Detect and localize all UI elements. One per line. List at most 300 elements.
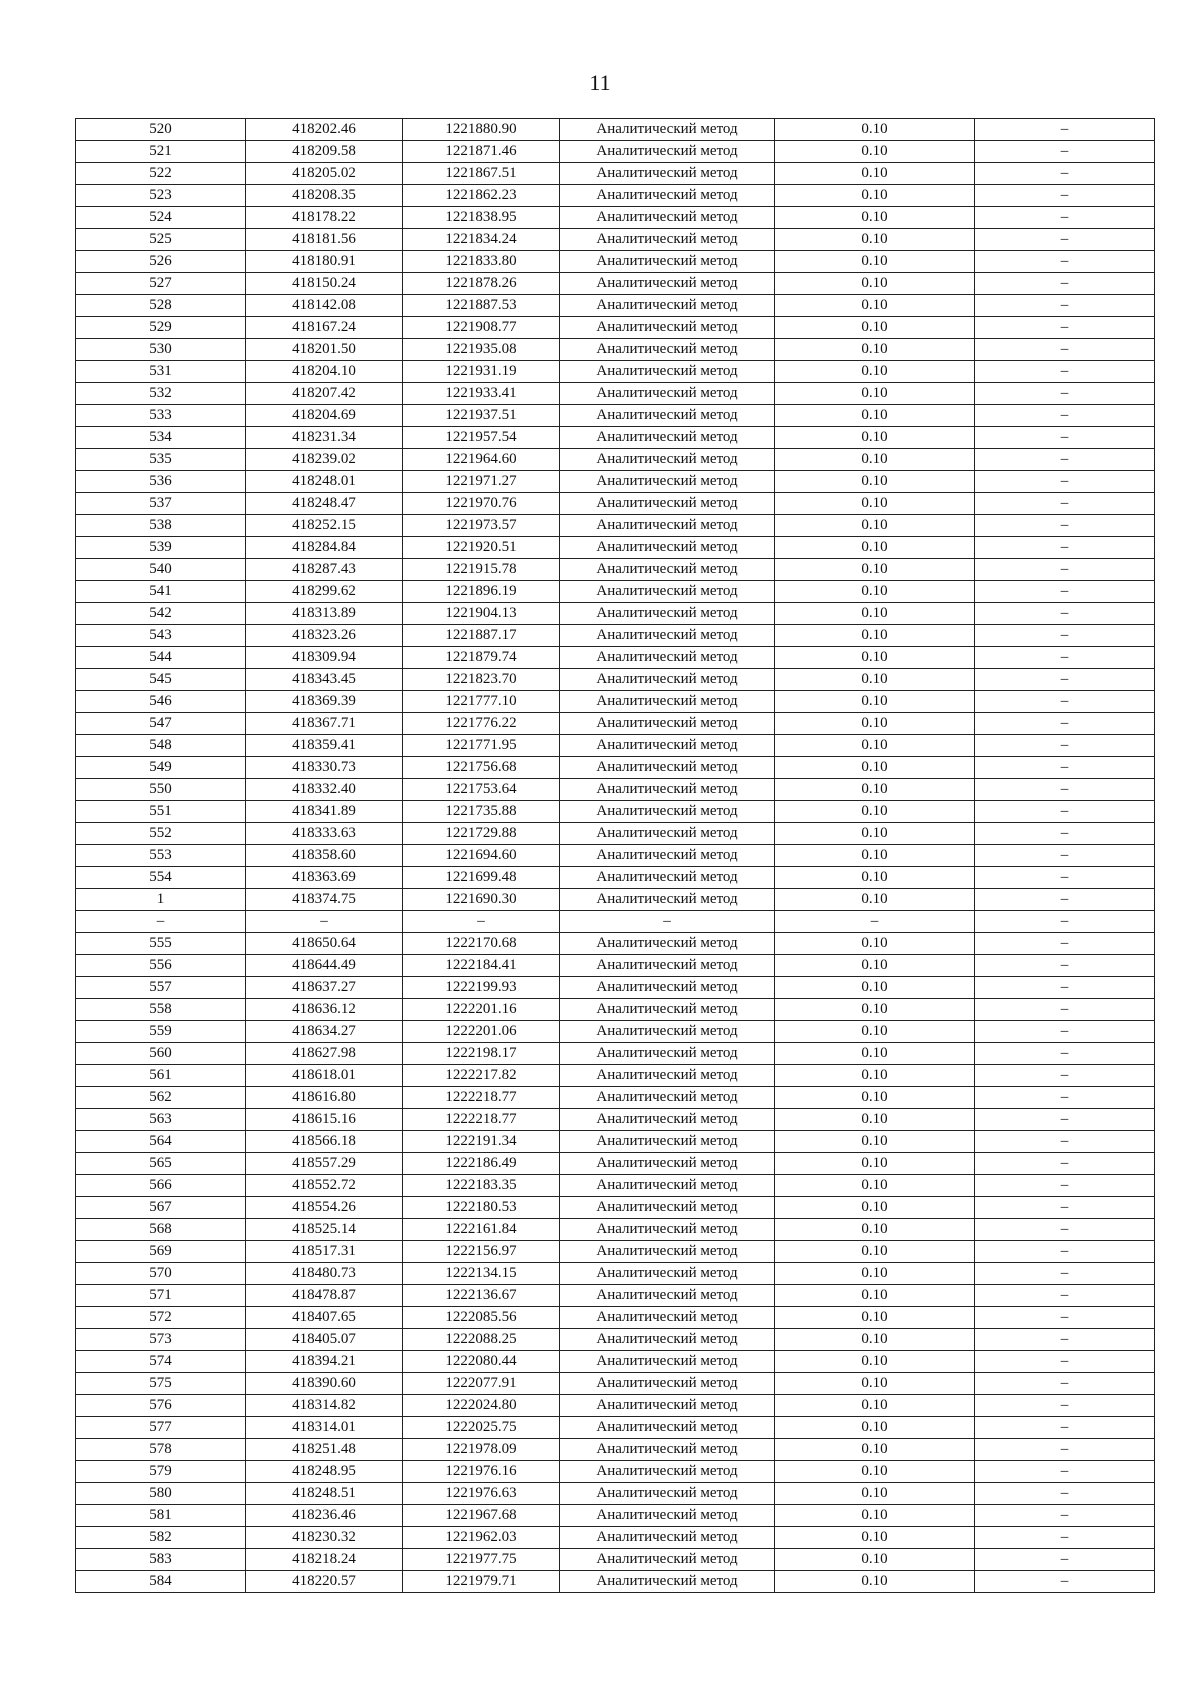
accuracy-cell: 0.10	[775, 1241, 975, 1263]
x-coordinate-cell: 418207.42	[246, 383, 403, 405]
point-number-cell: 546	[76, 691, 246, 713]
y-coordinate-cell: 1221887.17	[403, 625, 560, 647]
y-coordinate-cell: 1222170.68	[403, 933, 560, 955]
table-row	[76, 119, 1155, 141]
accuracy-cell: 0.10	[775, 185, 975, 207]
x-coordinate-cell: 418142.08	[246, 295, 403, 317]
table-row	[76, 1021, 1155, 1043]
x-coordinate-cell: 418248.51	[246, 1483, 403, 1505]
point-number-cell: 529	[76, 317, 246, 339]
accuracy-cell: 0.10	[775, 1263, 975, 1285]
point-number-cell: 547	[76, 713, 246, 735]
note-cell: –	[975, 1285, 1155, 1307]
method-cell: Аналитический метод	[560, 757, 775, 779]
x-coordinate-cell: 418359.41	[246, 735, 403, 757]
x-coordinate-cell: 418208.35	[246, 185, 403, 207]
table-row	[76, 1197, 1155, 1219]
method-cell: Аналитический метод	[560, 669, 775, 691]
table-row	[76, 515, 1155, 537]
method-cell: Аналитический метод	[560, 1373, 775, 1395]
point-number-cell: –	[76, 911, 246, 933]
table-row	[76, 1109, 1155, 1131]
x-coordinate-cell: 418333.63	[246, 823, 403, 845]
point-number-cell: 1	[76, 889, 246, 911]
point-number-cell: 551	[76, 801, 246, 823]
x-coordinate-cell: –	[246, 911, 403, 933]
x-coordinate-cell: 418480.73	[246, 1263, 403, 1285]
point-number-cell: 576	[76, 1395, 246, 1417]
table-row	[76, 1373, 1155, 1395]
y-coordinate-cell: 1222186.49	[403, 1153, 560, 1175]
accuracy-cell: 0.10	[775, 603, 975, 625]
y-coordinate-cell: 1221690.30	[403, 889, 560, 911]
point-number-cell: 523	[76, 185, 246, 207]
table-row	[76, 889, 1155, 911]
y-coordinate-cell: 1221915.78	[403, 559, 560, 581]
table-row	[76, 185, 1155, 207]
x-coordinate-cell: 418615.16	[246, 1109, 403, 1131]
x-coordinate-cell: 418552.72	[246, 1175, 403, 1197]
accuracy-cell: 0.10	[775, 867, 975, 889]
table-row	[76, 559, 1155, 581]
x-coordinate-cell: 418236.46	[246, 1505, 403, 1527]
x-coordinate-cell: 418566.18	[246, 1131, 403, 1153]
table-row	[76, 251, 1155, 273]
accuracy-cell: 0.10	[775, 207, 975, 229]
y-coordinate-cell: 1221833.80	[403, 251, 560, 273]
x-coordinate-cell: 418287.43	[246, 559, 403, 581]
note-cell: –	[975, 977, 1155, 999]
y-coordinate-cell: 1221976.63	[403, 1483, 560, 1505]
y-coordinate-cell: 1222191.34	[403, 1131, 560, 1153]
table-row	[76, 933, 1155, 955]
x-coordinate-cell: 418252.15	[246, 515, 403, 537]
x-coordinate-cell: 418284.84	[246, 537, 403, 559]
method-cell: Аналитический метод	[560, 493, 775, 515]
note-cell: –	[975, 207, 1155, 229]
table-row	[76, 1483, 1155, 1505]
accuracy-cell: 0.10	[775, 1307, 975, 1329]
x-coordinate-cell: 418367.71	[246, 713, 403, 735]
y-coordinate-cell: 1221920.51	[403, 537, 560, 559]
table-row	[76, 1395, 1155, 1417]
x-coordinate-cell: 418150.24	[246, 273, 403, 295]
y-coordinate-cell: 1221973.57	[403, 515, 560, 537]
point-number-cell: 574	[76, 1351, 246, 1373]
accuracy-cell: 0.10	[775, 1395, 975, 1417]
point-number-cell: 555	[76, 933, 246, 955]
note-cell: –	[975, 1483, 1155, 1505]
point-number-cell: 527	[76, 273, 246, 295]
x-coordinate-cell: 418369.39	[246, 691, 403, 713]
x-coordinate-cell: 418390.60	[246, 1373, 403, 1395]
accuracy-cell: 0.10	[775, 1527, 975, 1549]
x-coordinate-cell: 418167.24	[246, 317, 403, 339]
table-row	[76, 1439, 1155, 1461]
point-number-cell: 559	[76, 1021, 246, 1043]
note-cell: –	[975, 801, 1155, 823]
table-row	[76, 1571, 1155, 1593]
method-cell: Аналитический метод	[560, 735, 775, 757]
y-coordinate-cell: 1221887.53	[403, 295, 560, 317]
note-cell: –	[975, 1241, 1155, 1263]
x-coordinate-cell: 418181.56	[246, 229, 403, 251]
accuracy-cell: 0.10	[775, 1087, 975, 1109]
method-cell: Аналитический метод	[560, 537, 775, 559]
y-coordinate-cell: 1222198.17	[403, 1043, 560, 1065]
method-cell: Аналитический метод	[560, 163, 775, 185]
accuracy-cell: 0.10	[775, 229, 975, 251]
method-cell: Аналитический метод	[560, 955, 775, 977]
x-coordinate-cell: 418239.02	[246, 449, 403, 471]
x-coordinate-cell: 418363.69	[246, 867, 403, 889]
note-cell: –	[975, 713, 1155, 735]
x-coordinate-cell: 418618.01	[246, 1065, 403, 1087]
y-coordinate-cell: 1222161.84	[403, 1219, 560, 1241]
accuracy-cell: 0.10	[775, 889, 975, 911]
x-coordinate-cell: 418394.21	[246, 1351, 403, 1373]
accuracy-cell: 0.10	[775, 1285, 975, 1307]
method-cell: Аналитический метод	[560, 999, 775, 1021]
method-cell: Аналитический метод	[560, 405, 775, 427]
table-row	[76, 141, 1155, 163]
method-cell: Аналитический метод	[560, 1571, 775, 1593]
note-cell: –	[975, 1505, 1155, 1527]
method-cell: Аналитический метод	[560, 1219, 775, 1241]
page-number: 11	[589, 70, 611, 95]
note-cell: –	[975, 185, 1155, 207]
table-row	[76, 779, 1155, 801]
point-number-cell: 522	[76, 163, 246, 185]
x-coordinate-cell: 418178.22	[246, 207, 403, 229]
method-cell: Аналитический метод	[560, 1285, 775, 1307]
point-number-cell: 577	[76, 1417, 246, 1439]
point-number-cell: 553	[76, 845, 246, 867]
x-coordinate-cell: 418554.26	[246, 1197, 403, 1219]
table-row	[76, 845, 1155, 867]
y-coordinate-cell: 1221823.70	[403, 669, 560, 691]
method-cell: Аналитический метод	[560, 713, 775, 735]
point-number-cell: 531	[76, 361, 246, 383]
y-coordinate-cell: 1221867.51	[403, 163, 560, 185]
accuracy-cell: 0.10	[775, 339, 975, 361]
note-cell: –	[975, 1175, 1155, 1197]
accuracy-cell: 0.10	[775, 405, 975, 427]
accuracy-cell: 0.10	[775, 1351, 975, 1373]
table-row	[76, 1153, 1155, 1175]
x-coordinate-cell: 418309.94	[246, 647, 403, 669]
y-coordinate-cell: 1222134.15	[403, 1263, 560, 1285]
accuracy-cell: 0.10	[775, 515, 975, 537]
x-coordinate-cell: 418343.45	[246, 669, 403, 691]
accuracy-cell: 0.10	[775, 625, 975, 647]
accuracy-cell: 0.10	[775, 1549, 975, 1571]
point-number-cell: 534	[76, 427, 246, 449]
accuracy-cell: 0.10	[775, 735, 975, 757]
y-coordinate-cell: 1221756.68	[403, 757, 560, 779]
accuracy-cell: 0.10	[775, 1131, 975, 1153]
y-coordinate-cell: 1221978.09	[403, 1439, 560, 1461]
x-coordinate-cell: 418557.29	[246, 1153, 403, 1175]
method-cell: Аналитический метод	[560, 691, 775, 713]
note-cell: –	[975, 647, 1155, 669]
table-row	[76, 471, 1155, 493]
table-row	[76, 757, 1155, 779]
method-cell: Аналитический метод	[560, 933, 775, 955]
y-coordinate-cell: 1221971.27	[403, 471, 560, 493]
point-number-cell: 584	[76, 1571, 246, 1593]
y-coordinate-cell: 1221878.26	[403, 273, 560, 295]
accuracy-cell: 0.10	[775, 1109, 975, 1131]
table-row	[76, 1043, 1155, 1065]
note-cell: –	[975, 1329, 1155, 1351]
point-number-cell: 550	[76, 779, 246, 801]
accuracy-cell: 0.10	[775, 493, 975, 515]
table-row	[76, 669, 1155, 691]
table-row	[76, 581, 1155, 603]
table-row	[76, 691, 1155, 713]
point-number-cell: 532	[76, 383, 246, 405]
note-cell: –	[975, 779, 1155, 801]
method-cell: Аналитический метод	[560, 449, 775, 471]
table-row	[76, 1351, 1155, 1373]
point-number-cell: 572	[76, 1307, 246, 1329]
table-row	[76, 361, 1155, 383]
x-coordinate-cell: 418251.48	[246, 1439, 403, 1461]
y-coordinate-cell: 1221976.16	[403, 1461, 560, 1483]
point-number-cell: 530	[76, 339, 246, 361]
accuracy-cell: 0.10	[775, 1219, 975, 1241]
note-cell: –	[975, 1197, 1155, 1219]
method-cell: Аналитический метод	[560, 207, 775, 229]
x-coordinate-cell: 418314.01	[246, 1417, 403, 1439]
table-row	[76, 449, 1155, 471]
y-coordinate-cell: 1222201.06	[403, 1021, 560, 1043]
note-cell: –	[975, 735, 1155, 757]
point-number-cell: 570	[76, 1263, 246, 1285]
accuracy-cell: 0.10	[775, 449, 975, 471]
point-number-cell: 569	[76, 1241, 246, 1263]
y-coordinate-cell: 1222088.25	[403, 1329, 560, 1351]
note-cell: –	[975, 581, 1155, 603]
y-coordinate-cell: 1221967.68	[403, 1505, 560, 1527]
note-cell: –	[975, 515, 1155, 537]
table-row	[76, 1175, 1155, 1197]
y-coordinate-cell: 1221777.10	[403, 691, 560, 713]
point-number-cell: 564	[76, 1131, 246, 1153]
note-cell: –	[975, 449, 1155, 471]
table-row	[76, 867, 1155, 889]
method-cell: Аналитический метод	[560, 185, 775, 207]
note-cell: –	[975, 317, 1155, 339]
method-cell: Аналитический метод	[560, 1461, 775, 1483]
table-row	[76, 383, 1155, 405]
accuracy-cell: 0.10	[775, 559, 975, 581]
method-cell: Аналитический метод	[560, 1329, 775, 1351]
method-cell: Аналитический метод	[560, 1153, 775, 1175]
method-cell: Аналитический метод	[560, 317, 775, 339]
accuracy-cell: 0.10	[775, 1571, 975, 1593]
point-number-cell: 560	[76, 1043, 246, 1065]
accuracy-cell: 0.10	[775, 1329, 975, 1351]
point-number-cell: 557	[76, 977, 246, 999]
table-row	[76, 1131, 1155, 1153]
table-row	[76, 625, 1155, 647]
y-coordinate-cell: 1221896.19	[403, 581, 560, 603]
accuracy-cell: 0.10	[775, 977, 975, 999]
accuracy-cell: 0.10	[775, 427, 975, 449]
y-coordinate-cell: 1222184.41	[403, 955, 560, 977]
accuracy-cell: 0.10	[775, 273, 975, 295]
table-body	[76, 119, 1155, 1593]
accuracy-cell: 0.10	[775, 1461, 975, 1483]
note-cell: –	[975, 1373, 1155, 1395]
note-cell: –	[975, 867, 1155, 889]
accuracy-cell: 0.10	[775, 1197, 975, 1219]
x-coordinate-cell: 418204.10	[246, 361, 403, 383]
point-number-cell: 554	[76, 867, 246, 889]
note-cell: –	[975, 845, 1155, 867]
table-row	[76, 955, 1155, 977]
table-row	[76, 229, 1155, 251]
accuracy-cell: 0.10	[775, 1043, 975, 1065]
method-cell: Аналитический метод	[560, 977, 775, 999]
note-cell: –	[975, 273, 1155, 295]
method-cell: Аналитический метод	[560, 1351, 775, 1373]
y-coordinate-cell: 1221957.54	[403, 427, 560, 449]
point-number-cell: 521	[76, 141, 246, 163]
y-coordinate-cell: 1221729.88	[403, 823, 560, 845]
table-row	[76, 207, 1155, 229]
x-coordinate-cell: 418358.60	[246, 845, 403, 867]
accuracy-cell: 0.10	[775, 933, 975, 955]
table-row	[76, 405, 1155, 427]
y-coordinate-cell: 1221970.76	[403, 493, 560, 515]
x-coordinate-cell: 418636.12	[246, 999, 403, 1021]
note-cell: –	[975, 119, 1155, 141]
note-cell: –	[975, 1439, 1155, 1461]
table-row	[76, 317, 1155, 339]
note-cell: –	[975, 383, 1155, 405]
table-row	[76, 999, 1155, 1021]
x-coordinate-cell: 418299.62	[246, 581, 403, 603]
point-number-cell: 535	[76, 449, 246, 471]
note-cell: –	[975, 1043, 1155, 1065]
method-cell: Аналитический метод	[560, 1087, 775, 1109]
x-coordinate-cell: 418231.34	[246, 427, 403, 449]
point-number-cell: 582	[76, 1527, 246, 1549]
accuracy-cell: 0.10	[775, 141, 975, 163]
point-number-cell: 568	[76, 1219, 246, 1241]
accuracy-cell: 0.10	[775, 295, 975, 317]
y-coordinate-cell: 1221771.95	[403, 735, 560, 757]
x-coordinate-cell: 418341.89	[246, 801, 403, 823]
note-cell: –	[975, 229, 1155, 251]
x-coordinate-cell: 418230.32	[246, 1527, 403, 1549]
point-number-cell: 565	[76, 1153, 246, 1175]
note-cell: –	[975, 603, 1155, 625]
point-number-cell: 571	[76, 1285, 246, 1307]
accuracy-cell: 0.10	[775, 823, 975, 845]
note-cell: –	[975, 471, 1155, 493]
point-number-cell: 540	[76, 559, 246, 581]
table-row	[76, 1219, 1155, 1241]
method-cell: Аналитический метод	[560, 801, 775, 823]
method-cell: Аналитический метод	[560, 1439, 775, 1461]
method-cell: Аналитический метод	[560, 1263, 775, 1285]
note-cell: –	[975, 691, 1155, 713]
y-coordinate-cell: 1221935.08	[403, 339, 560, 361]
y-coordinate-cell: 1222183.35	[403, 1175, 560, 1197]
method-cell: Аналитический метод	[560, 383, 775, 405]
point-number-cell: 528	[76, 295, 246, 317]
method-cell: Аналитический метод	[560, 559, 775, 581]
y-coordinate-cell: 1221834.24	[403, 229, 560, 251]
y-coordinate-cell: 1221933.41	[403, 383, 560, 405]
x-coordinate-cell: 418627.98	[246, 1043, 403, 1065]
method-cell: –	[560, 911, 775, 933]
y-coordinate-cell: 1222024.80	[403, 1395, 560, 1417]
accuracy-cell: 0.10	[775, 691, 975, 713]
table-row	[76, 1527, 1155, 1549]
accuracy-cell: 0.10	[775, 779, 975, 801]
note-cell: –	[975, 1153, 1155, 1175]
x-coordinate-cell: 418204.69	[246, 405, 403, 427]
note-cell: –	[975, 1571, 1155, 1593]
accuracy-cell: 0.10	[775, 1373, 975, 1395]
x-coordinate-cell: 418517.31	[246, 1241, 403, 1263]
point-number-cell: 541	[76, 581, 246, 603]
point-number-cell: 556	[76, 955, 246, 977]
method-cell: Аналитический метод	[560, 779, 775, 801]
note-cell: –	[975, 559, 1155, 581]
point-number-cell: 561	[76, 1065, 246, 1087]
x-coordinate-cell: 418478.87	[246, 1285, 403, 1307]
y-coordinate-cell: 1221931.19	[403, 361, 560, 383]
table-row	[76, 163, 1155, 185]
point-number-cell: 552	[76, 823, 246, 845]
table-row	[76, 911, 1155, 933]
point-number-cell: 563	[76, 1109, 246, 1131]
x-coordinate-cell: 418374.75	[246, 889, 403, 911]
method-cell: Аналитический метод	[560, 141, 775, 163]
method-cell: Аналитический метод	[560, 1549, 775, 1571]
x-coordinate-cell: 418248.01	[246, 471, 403, 493]
method-cell: Аналитический метод	[560, 339, 775, 361]
method-cell: Аналитический метод	[560, 625, 775, 647]
note-cell: –	[975, 1065, 1155, 1087]
y-coordinate-cell: 1221753.64	[403, 779, 560, 801]
point-number-cell: 579	[76, 1461, 246, 1483]
table-row	[76, 1549, 1155, 1571]
point-number-cell: 525	[76, 229, 246, 251]
note-cell: –	[975, 1087, 1155, 1109]
method-cell: Аналитический метод	[560, 1307, 775, 1329]
y-coordinate-cell: –	[403, 911, 560, 933]
note-cell: –	[975, 955, 1155, 977]
note-cell: –	[975, 141, 1155, 163]
method-cell: Аналитический метод	[560, 1505, 775, 1527]
y-coordinate-cell: 1221838.95	[403, 207, 560, 229]
y-coordinate-cell: 1221977.75	[403, 1549, 560, 1571]
y-coordinate-cell: 1221979.71	[403, 1571, 560, 1593]
accuracy-cell: 0.10	[775, 801, 975, 823]
x-coordinate-cell: 418201.50	[246, 339, 403, 361]
y-coordinate-cell: 1222199.93	[403, 977, 560, 999]
x-coordinate-cell: 418525.14	[246, 1219, 403, 1241]
y-coordinate-cell: 1222136.67	[403, 1285, 560, 1307]
method-cell: Аналитический метод	[560, 1197, 775, 1219]
